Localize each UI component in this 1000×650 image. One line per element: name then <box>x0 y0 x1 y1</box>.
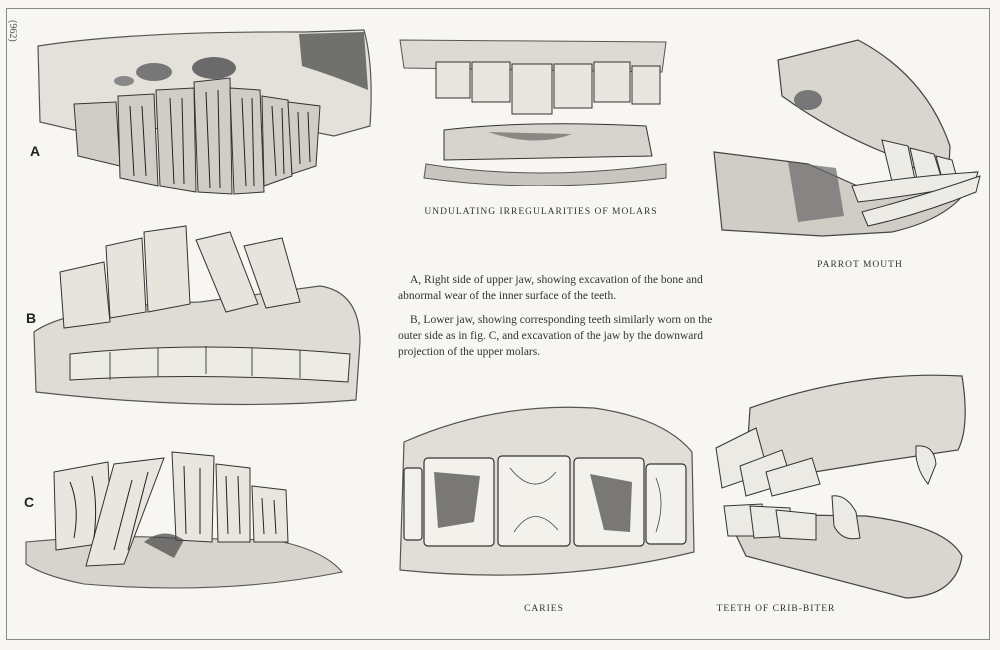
figure-c-teeth <box>24 446 348 594</box>
description-a: A, Right side of upper jaw, showing excavation of the bone and abnormal wear of the inner surface of the teeth. <box>398 274 703 302</box>
figure-undulating-molars <box>396 36 672 186</box>
figure-crib-biter <box>706 366 972 602</box>
plate-number: (962) <box>7 20 18 42</box>
caption-parrot-mouth: PARROT MOUTH <box>817 260 903 270</box>
figure-caries <box>394 402 696 584</box>
figure-a-upper-jaw <box>34 26 376 198</box>
caption-undulating-molars: UNDULATING IRREGULARITIES OF MOLARS <box>424 207 658 217</box>
figure-a-letter: A <box>30 143 41 159</box>
caption-crib-biter: TEETH OF CRIB-BITER <box>716 604 836 614</box>
figure-b-letter: B <box>26 310 37 326</box>
plate-description <box>398 272 718 368</box>
figure-b-lower-jaw <box>30 222 364 410</box>
figure-parrot-mouth <box>712 36 984 244</box>
figure-c-letter: C <box>24 494 35 510</box>
caption-caries: CARIES <box>524 604 564 614</box>
description-b: B, Lower jaw, showing corresponding teeth similarly worn on the outer side as in fig. C, and excavation of the jaw by the downward projection of the upper molars. <box>398 314 713 358</box>
